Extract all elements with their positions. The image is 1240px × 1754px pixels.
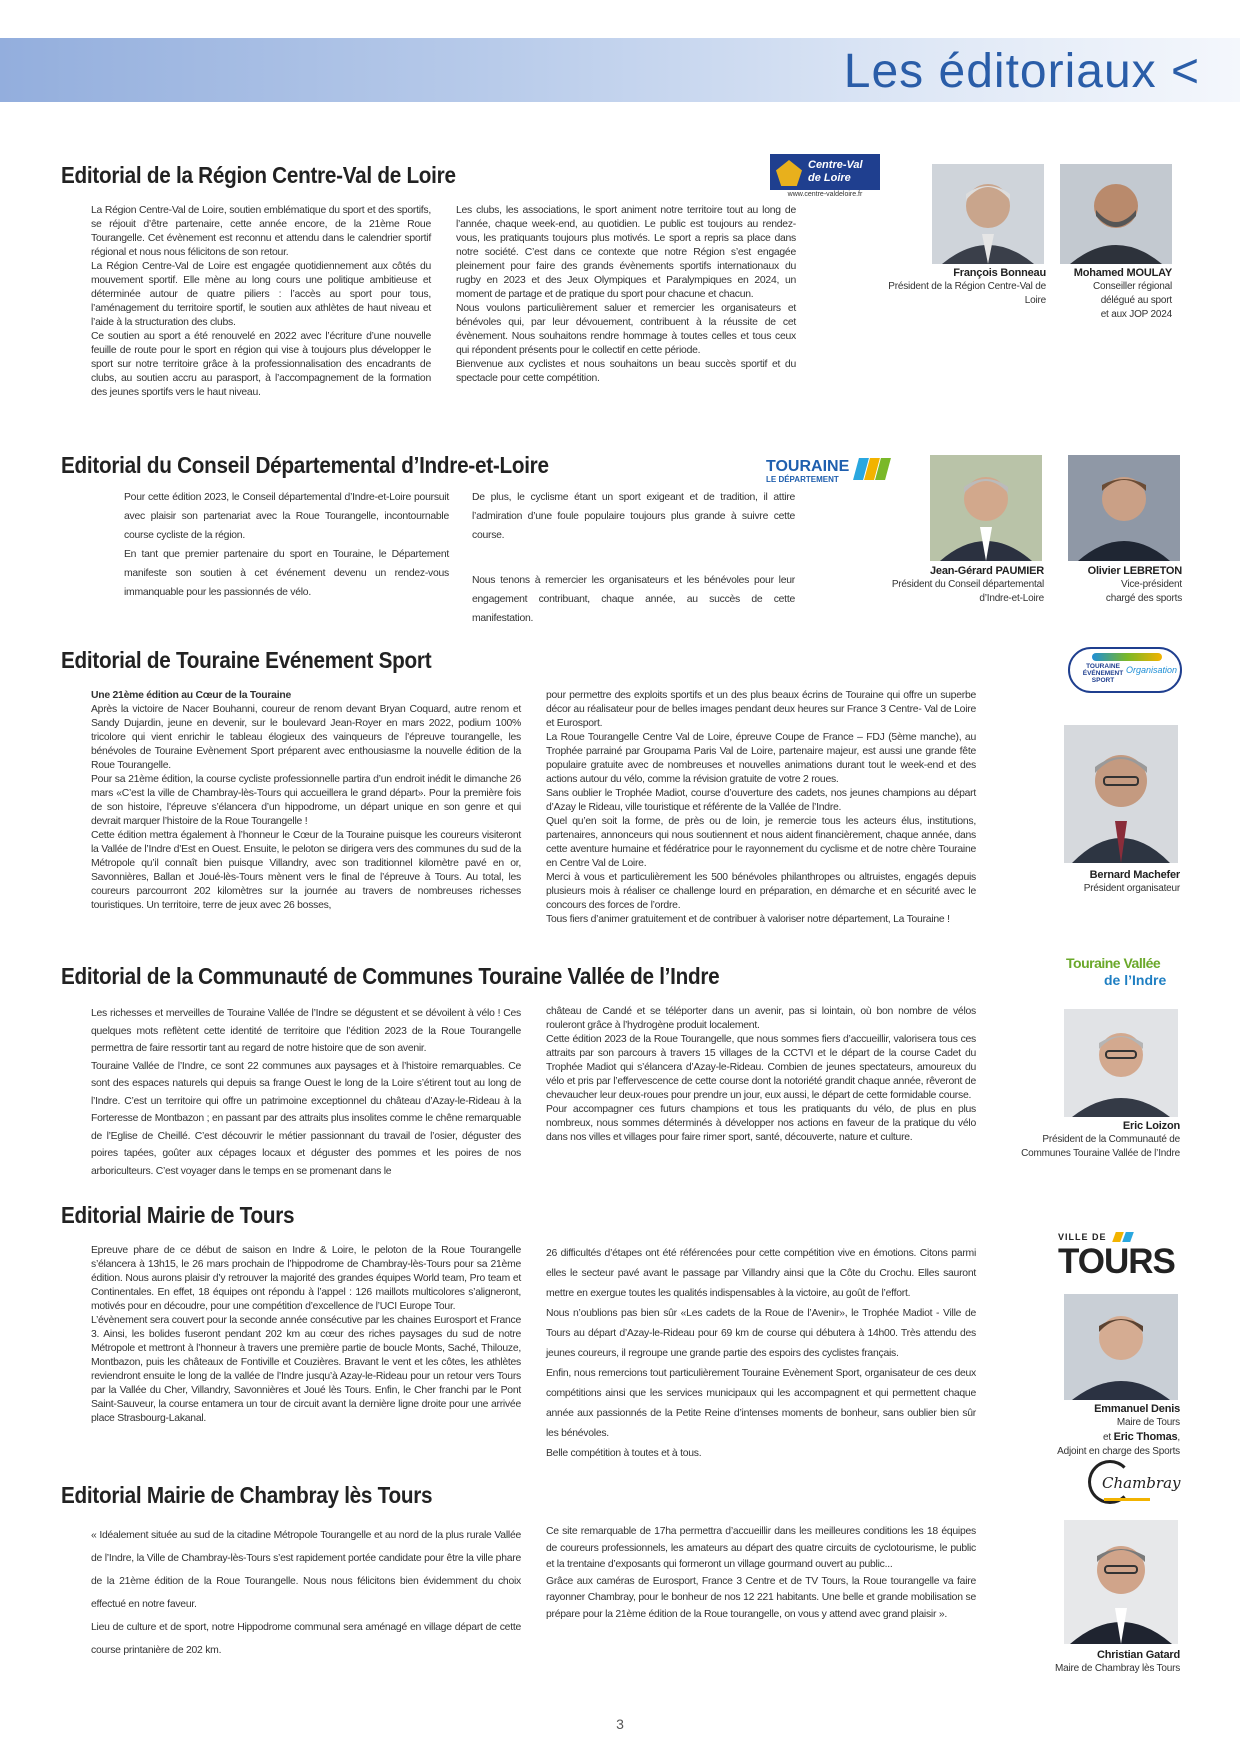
person-role: Président de la Communauté de	[1042, 1134, 1180, 1145]
cc-col2	[546, 1005, 976, 1145]
paragraph: Quel qu’en soit la forme, de près ou de loin, je remercie tous les acteurs élus, institutions, partenaires, annonceurs qui nous soutiennent et nous aident financièrement, chaque année, dans cette aventure humaine et fédératrice pour le rayonnement du cyclisme et de notre chère Touraine en Centre Val de Loire.	[546, 816, 976, 869]
paragraph: 26 difficultés d’étapes ont été référencées pour cette compétition vive en émotions. Citons parmi elles le secteur pavé avant le passage par Villandry ainsi que la Côte du Crochu. Elles sauront mettre en exergue toutes les qualités indispensables à la victoire, au goût de l’effort.	[546, 1248, 976, 1299]
paragraph: Grâce aux caméras de Eurosport, France 3 Centre et de TV Tours, la Roue tourangelle va faire rayonner Chambray, pour le bonheur de nos 12 221 habitants. Une belle et grande mobilisation se prépare pour la 21ème édition de la Roue tourangelle, on vous y attend avec grand plaisir ».	[546, 1575, 976, 1620]
person-caption	[1030, 823, 1180, 896]
conjunction: et	[1103, 1432, 1111, 1443]
paragraph: Enfin, nous remercions tout particulièrement Touraine Evènement Sport, organisateur de ces deux compétitions ainsi que les services municipaux qui les accompagnent et qui permettent chaque année aux passionnés de la Petite Reine d’intenses moments de bonheur, sans oublier bien sûr les bénévoles.	[546, 1368, 976, 1439]
section-title: Editorial Mairie de Chambray lès Tours	[61, 1482, 433, 1508]
portrait-photo	[932, 164, 1044, 264]
paragraph: Après la victoire de Nacer Bouhanni, coureur de renom devant Bryan Coquard, autre renom et Sandy Dujardin, jeune en devenir, sur le boulevard Jean-Royer en mars 2022, podium 100% tricolore qui vient enrichir le tableau élogieux des vainqueurs de l’épreuve tourangelle, les bénévoles de Touraine Evènement Sport préparent avec enthousiasme la nouvelle édition de la Roue Tourangelle.	[91, 704, 521, 771]
paragraph: Touraine Vallée de l’Indre, ce sont 22 communes aux paysages et à l’histoire remarquables. Ce sont des espaces naturels qui depuis sa frange Ouest le long de la Loire s’étirent tout au long de l’Indre. C’est un territoire qui offre un patrimoine exceptionnel du château d’Azay-le-Rideau à la Forteresse de Montbazon ; en passant par des attraits plus insolites comme le chêne remarquable de l’Eglise de Cheillé. C’est découvrir le métier passionnant du travail de l’osier, déguster des poires tapées, goûter aux cépages locaux et déguster des pommes et les poires de nos arboriculteurs. C’est voyager dans le temps en se promenant dans le	[91, 1060, 521, 1177]
paragraph: Nous n’oublions pas bien sûr «Les cadets de la Roue de l’Avenir», le Trophée Madiot - Ville de Tours au départ d’Azay-le-Rideau pour 69 km de course qui débutera à 14h00. Très attendu des jeunes coureurs, il regroupe une grande partie des espoirs des cyclistes français.	[546, 1308, 976, 1359]
paragraph: Lieu de culture et de sport, notre Hippodrome communal sera aménagé en village départ de cette course printanière de 202 km.	[91, 1622, 521, 1656]
paragraph: Nous voulons particulièrement saluer et remercier les organisateurs et bénévoles qui, par leur dévouement, contribuent à la réussite de cet évènement. Nous souhaitons rendre hommage à toutes celles et tous ceux qui répondent présents pour le collectif en cette période.	[456, 303, 796, 356]
departement-col1	[124, 488, 449, 602]
portrait-photo	[1064, 1520, 1178, 1644]
section-title: Editorial de la Région Centre-Val de Loire	[61, 162, 456, 188]
tours-col1	[91, 1244, 521, 1426]
person-role: Communes Touraine Vallée de l’Indre	[1021, 1148, 1180, 1159]
departement-logo-text: TOURAINE	[766, 458, 850, 475]
person-role: Président du Conseil départemental	[891, 579, 1044, 590]
tours-col2	[546, 1244, 976, 1464]
portrait-photo	[1064, 1009, 1178, 1117]
cc-logo-line1: Touraine Vallée	[1066, 955, 1161, 971]
person-caption	[1050, 266, 1172, 322]
tours-logo-small: VILLE DE	[1058, 1232, 1107, 1242]
person-caption	[856, 564, 1044, 606]
section-title: Editorial du Conseil Départemental d’Indre-et-Loire	[61, 452, 549, 478]
page-header-title: Les éditoriaux <	[843, 45, 1200, 98]
person-caption	[990, 1119, 1180, 1161]
person-role: Maire de Chambray lès Tours	[1054, 1663, 1180, 1674]
departement-logo	[766, 458, 896, 492]
tes-col2	[546, 689, 976, 927]
person-role: délégué au sport	[1100, 295, 1172, 306]
person-caption: Emmanuel Denis Maire de Tours et Eric Thomas, Adjoint en charge des Sports	[1000, 1402, 1180, 1459]
region-logo-text: Centre-Val de Loire	[808, 159, 863, 184]
departement-col2	[472, 488, 795, 628]
tes-logo-script: Organisation	[1126, 665, 1178, 675]
person-role: d’Indre-et-Loire	[979, 593, 1044, 604]
person-name: François Bonneau	[953, 267, 1046, 279]
paragraph: Merci à vous et particulièrement les 500 bénévoles philanthropes ou altruistes, engagés depuis plusieurs mois à réaliser ce challenge lourd en préparation, en démarche et en sécurité avec le concours des forces de l’ordre.	[546, 872, 976, 911]
person-role: chargé des sports	[1105, 593, 1182, 604]
paragraph-heading: Une 21ème édition au Cœur de la Touraine	[91, 690, 291, 701]
person-role: Vice-président	[1121, 579, 1182, 590]
chambray-col2	[546, 1524, 976, 1623]
paragraph: Tous fiers d’animer gratuitement et de contribuer à valoriser notre département, La Touraine !	[546, 914, 950, 925]
tes-logo	[1068, 647, 1182, 693]
person-caption	[1000, 1648, 1180, 1676]
section-title: Editorial Mairie de Tours	[61, 1202, 295, 1228]
person-name: Mohamed MOULAY	[1073, 267, 1172, 279]
paragraph: Ce site remarquable de 17ha permettra d’accueillir dans les meilleures conditions les 18 équipes de coureurs professionnels, les amateurs au départ des quatre circuits de cyclotourisme, le public et la trentaine d’exposants qui formeront un village gourmand ouvert au public...	[546, 1526, 976, 1570]
chambray-logo-text: Chambray	[1102, 1474, 1181, 1492]
portrait-photo	[1060, 164, 1172, 264]
person-name: Olivier LEBRETON	[1087, 565, 1182, 577]
paragraph: Cette édition 2023 de la Roue Tourangelle, que nous sommes fiers d’accueillir, valorisera tous ces attraits par son parcours à travers 15 villages de la CCTVI et le départ de la course Cadet du Trophée Madiot qui s’élancera d’Azay-le-Rideau. Combien de jeunes spectateurs, amoureux du vélo et pris par l’effervescence de cette course dont la notoriété grandit chaque année, rêveront de chevaucher leur deux-roues pour prendre un jour, eux aussi, le départ de cette formidable course.	[546, 1034, 976, 1101]
person-name: Emmanuel Denis	[1094, 1403, 1180, 1415]
person-role: Conseiller régional	[1092, 281, 1172, 292]
paragraph: Les richesses et merveilles de Touraine Vallée de l’Indre se dégustent et se dévoilent à vélo ! Ces quelques mots reflètent cette identité de territoire que l’édition 2023 de la Roue Tourangelle permettra de faire ressortir tant au regard de notre histoire que de son avenir.	[91, 1008, 521, 1054]
paragraph: Belle compétition à toutes et à tous.	[546, 1448, 702, 1459]
departement-logo-sub: LE DÉPARTEMENT	[766, 475, 839, 484]
cc-col1	[91, 1005, 521, 1180]
paragraph: Sans oublier le Trophée Madiot, course d’ouverture des cadets, nos jeunes champions au départ d’Azay le Rideau, ville touristique et référente de la Vallée de l’Indre.	[546, 788, 976, 813]
region-logo-url: www.centre-valdeloire.fr	[787, 191, 863, 198]
tes-logo-line3: SPORT	[1091, 677, 1115, 684]
person-role: Adjoint en charge des Sports	[1057, 1446, 1180, 1457]
person-caption	[1056, 564, 1182, 606]
person-name: Eric Loizon	[1122, 1120, 1180, 1132]
paragraph: De plus, le cyclisme étant un sport exigeant et de tradition, il attire l’admiration d’une foule populaire toujours plus grande à suivre cette course.	[472, 492, 795, 541]
person-name: Christian Gatard	[1097, 1649, 1180, 1661]
portrait-photo	[930, 455, 1042, 561]
person-caption	[870, 266, 1046, 308]
paragraph: Pour sa 21ème édition, la course cycliste professionnelle partira d’un endroit inédit le dimanche 26 mars «C’est la ville de Chambray-lès-Tours qui accueillera le grand départ». Pour la première fois de son histoire, l’épreuve s’élancera d’un hippodrome, un départ unique en son genre et qui devrait marquer l’histoire de la Roue Tourangelle !	[91, 774, 521, 827]
portrait-photo	[1064, 1294, 1178, 1400]
tours-logo-big: TOURS	[1058, 1242, 1175, 1281]
person-name: Jean-Gérard PAUMIER	[930, 565, 1044, 577]
region-col1	[91, 204, 431, 400]
paragraph: Cette édition mettra également à l’honneur le Cœur de la Touraine puisque les coureurs visiteront la Vallée de l’Indre d’Est en Ouest. Ensuite, le peloton se dirigera vers des communes du sud de la Métropole qu’il connaît bien puisque Villandry, avec son traditionnel kilomètre pavé en or, Savonnières, Ballan et Joué-lès-Tours mènent vers le final de l’épreuve à Tours. Au total, les coureurs parcourront 202 kilomètres sur la journée au travers de nombreuses richesses touristiques. Un territoire, terre de jeux avec 26 bosses,	[91, 830, 521, 911]
paragraph: pour permettre des exploits sportifs et un des plus beaux écrins de Touraine qui offre un superbe décor au réalisateur pour de belles images pendant deux heures sur France 3 Centre- Val de Loire et Eurosport.	[546, 690, 976, 729]
paragraph: Pour cette édition 2023, le Conseil départemental d’Indre-et-Loire poursuit avec plaisir son partenariat avec la Roue Tourangelle, incontournable course cycliste de la région.	[124, 492, 449, 541]
cc-logo	[1066, 955, 1186, 999]
cc-logo-line2: de l’Indre	[1104, 972, 1167, 988]
paragraph: Pour accompagner ces futurs champions et tous les pratiquants du vélo, de plus en plus nombreux, nous sommes déterminés à développer nos actions en faveur de la pratique du vélo dans nos villes et villages pour faire rimer sport, santé, découverte, nature et culture.	[546, 1104, 976, 1143]
paragraph: château de Candé et se téléporter dans un avenir, pas si lointain, où bon nombre de vélos rouleront grâce à l’hydrogène produit localement.	[546, 1006, 976, 1031]
tes-logo-line2: ÉVÉNEMENT	[1082, 670, 1124, 677]
tes-col1	[91, 689, 521, 913]
paragraph: L’évènement sera couvert pour la seconde année consécutive par les chaines Eurosport et France 3. Ainsi, les bolides fuseront pendant 202 km au cœur des riches paysages du sud de notre Métropole et mettront à l’honneur à travers une première partie de boucle Monts, Saché, Thilouze, Montbazon, puis les châteaux de Fontiville et Couzières. Bravant le vent et les côtes, les athlètes reviendront ensuite le long de la vallée de l’Indre jusqu’à Azay-le-Rideau pour un retour vers Tours par la Vallée du Cher, Villandry, Savonnières et Joué lès Tours. Enfin, le Cher franchi par le Pont Saint-Sauveur, la course entamera un tour de circuit avant la dernière ligne droite pour une arrivée place Strasbourg-Lakanal.	[91, 1315, 521, 1424]
region-logo	[770, 154, 880, 202]
person-name: Bernard Machefer	[1089, 869, 1180, 881]
person-role: et aux JOP 2024	[1100, 309, 1172, 320]
paragraph: En tant que premier partenaire du sport en Touraine, le Département manifeste son soutien à cet événement devenu un rendez-vous immanquable pour les passionnés de vélo.	[124, 549, 449, 598]
person-role: Président organisateur	[1083, 883, 1180, 894]
section-title: Editorial de la Communauté de Communes Touraine Vallée de l’Indre	[61, 963, 720, 989]
paragraph: La Région Centre-Val de Loire, soutien emblématique du sport et des sportifs, se réjouit d’être partenaire, cette année encore, de la 21ème Roue Tourangelle. Cet évènement est reconnu et attendu dans le calendrier sportif régional et nous nous félicitons de son retour.	[91, 205, 431, 258]
tours-logo	[1058, 1232, 1178, 1284]
paragraph: La Roue Tourangelle Centre Val de Loire, épreuve Coupe de France – FDJ (5ème manche), au Trophée parrainé par Groupama Paris Val de Loire, partenaire majeur, est aussi une grande fête populaire gratuite avec de nombreuses et nouvelles animations durant tout le week-end et des actions autour du vélo, comme la révision gratuite de votre 2 roues.	[546, 732, 976, 785]
paragraph: Bienvenue aux cyclistes et nous souhaitons un beau succès sportif et du spectacle pour cette compétition.	[456, 359, 796, 384]
paragraph: Les clubs, les associations, le sport animent notre territoire tout au long de l’année, chaque week-end, au quotidien. Le public est toujours au rendez-vous, les pratiquants toujours plus motivés. Le sport a repris sa place dans notre société. C’est dans ce contexte que notre Région s’est engagée pleinement pour faire des grands évènements sportifs internationaux du rugby en 2023 et des Jeux Olympiques et Paralympiques en 2024, un moment de partage et de pratique du sport pour chacune et chacun.	[456, 205, 796, 300]
tes-logo-line1: TOURAINE	[1086, 663, 1120, 670]
chambray-logo	[1080, 1460, 1181, 1508]
section-title: Editorial de Touraine Evénement Sport	[61, 647, 432, 673]
paragraph: Ce soutien au sport a été renouvelé en 2022 avec l’écriture d’une nouvelle feuille de route pour le sport en région qui vise à toujours plus développer le sport sur notre territoire grâce à la professionnalisation des encadrants de clubs, au soutien accru au parasport, à l’accompagnement de la formation des jeunes sportifs vers le haut niveau.	[91, 331, 431, 398]
paragraph: « Idéalement située au sud de la citadine Métropole Tourangelle et au nord de la plus rurale Vallée de l’Indre, la Ville de Chambray-lès-Tours s’est rapidement portée candidate pour être la ville phare de la 21ème édition de la Roue Tourangelle. Nous nous félicitons bien évidemment du choix effectué en notre faveur.	[91, 1530, 521, 1610]
person-name: Eric Thomas	[1113, 1431, 1178, 1443]
paragraph: Nous tenons à remercier les organisateurs et les bénévoles pour leur engagement contribuant, chaque année, au succès de cette manifestation.	[472, 575, 795, 624]
portrait-photo	[1068, 455, 1180, 561]
page-number: 3	[616, 1716, 624, 1732]
region-col2	[456, 204, 796, 386]
chambray-col1	[91, 1524, 521, 1662]
person-role: Président de la Région Centre-Val de Loire	[888, 281, 1046, 306]
paragraph: La Région Centre-Val de Loire est engagée quotidiennement aux côtés du mouvement sportif. Elle mène au long cours une politique ambitieuse et déterminée autour de quatre piliers : l’accès au sport pour tous, l’aménagement du territoire sportif, le soutien aux athlètes de haut niveau et l’aide à la structuration des clubs.	[91, 261, 431, 328]
paragraph: Epreuve phare de ce début de saison en Indre & Loire, le peloton de la Roue Tourangelle s’élancera à 13h15, le 26 mars prochain de l’hippodrome de Chambray-lès-Tours pour sa 21ème édition. Nous aurons plaisir d’y retrouver la majorité des grandes équipes World team, Pro team et Continentales. En effet, 18 équipes ont répondu à l’appel : 126 maillots multicolores s’aligneront, motivés pour en découdre, pour une compétition d’excellence de l’UCI Europe Tour.	[91, 1245, 521, 1312]
person-role: Maire de Tours	[1116, 1417, 1180, 1428]
